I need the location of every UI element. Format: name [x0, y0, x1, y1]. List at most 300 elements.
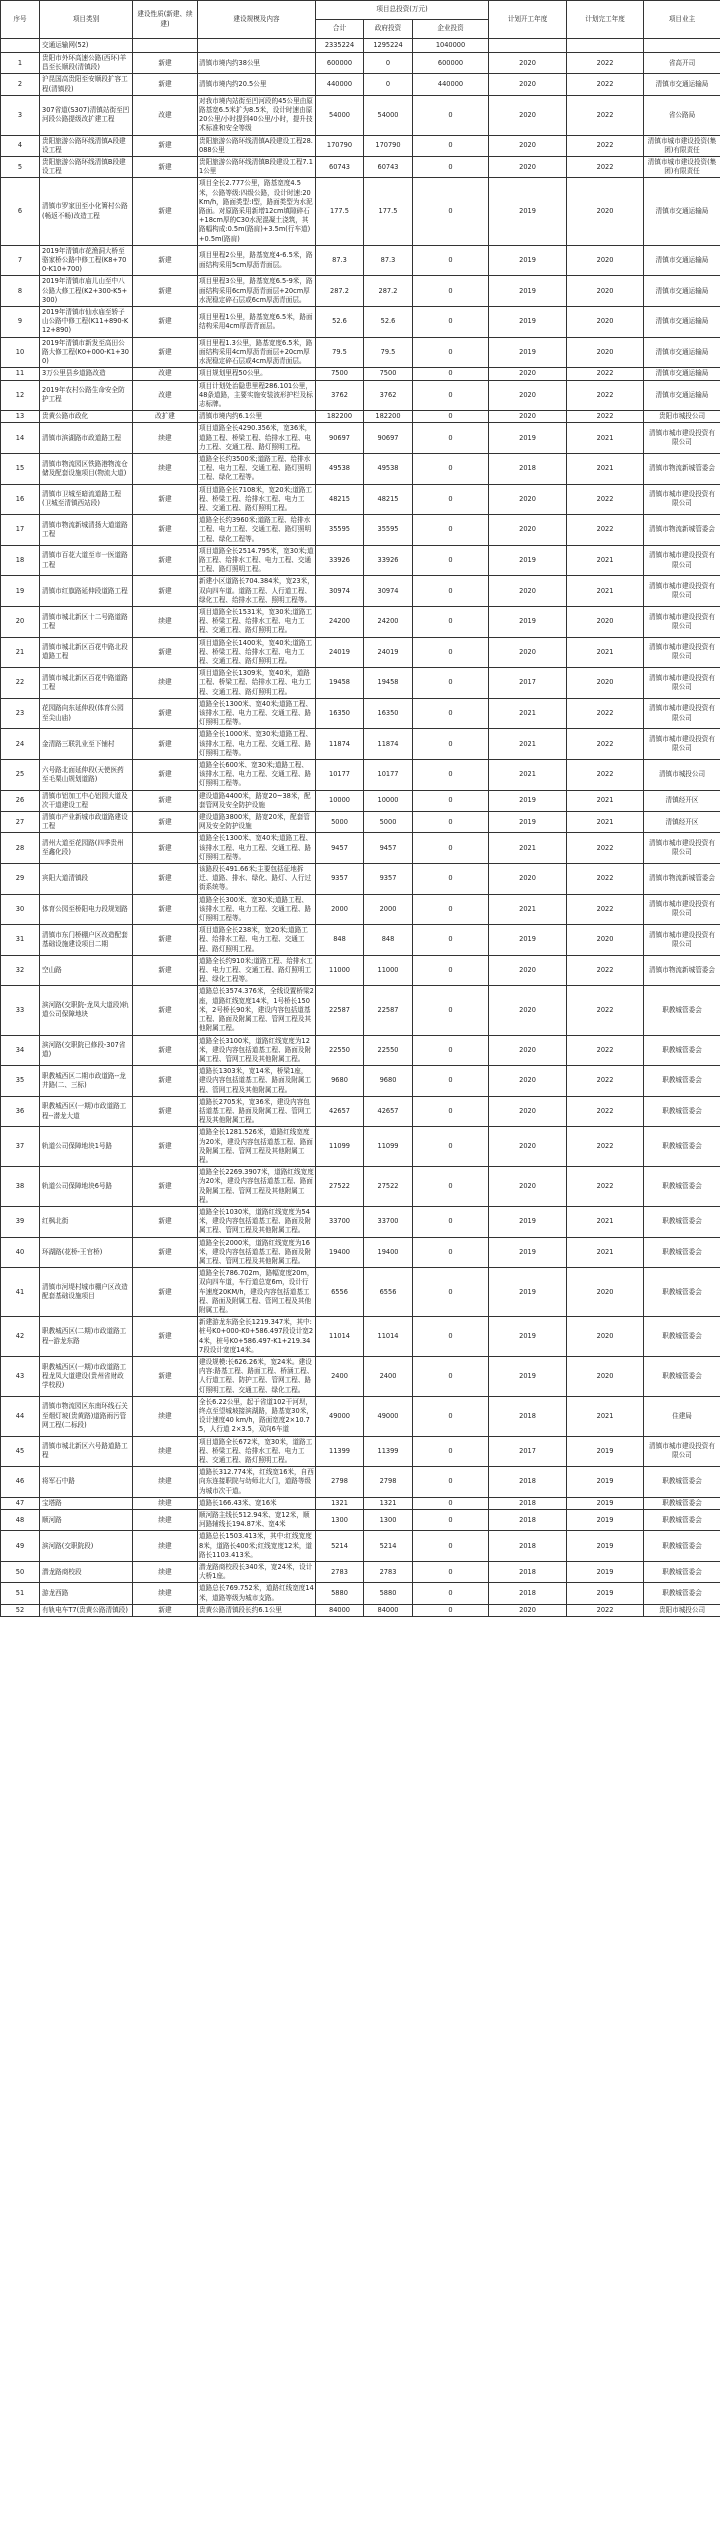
cell-scale: 全长6.22公里，起于省道102干河坝，终点至望城坡接滨湖路，路基宽30米，设计速度40 km/h，路面宽度2×10.75，人行道 2×3.5，双向6车道 — [198, 1396, 316, 1436]
cell-nature: 新建 — [133, 1127, 198, 1167]
cell-gov: 33700 — [364, 1206, 413, 1237]
cell-project-name: 2019年清镇市庙儿山至中八公路大修工程(K2+300-K5+300) — [40, 276, 133, 307]
cell-total: 5214 — [316, 1531, 364, 1562]
cell-gov: 10177 — [364, 760, 413, 791]
cell-project-name: 体育公园至桥阳电力段规划路 — [40, 894, 133, 925]
cell-end-year: 2022 — [567, 135, 644, 156]
cell-start-year: 2020 — [489, 1167, 567, 1207]
cell-scale: 道路全长1281.526米，道路红线宽度为20米，建设内容包括道基工程、路面及附属工程、管网工程及其他附属工程。 — [198, 1127, 316, 1167]
cell-gov: 24019 — [364, 637, 413, 668]
cell-owner: 清镇市城市建设投资有限公司 — [644, 729, 720, 760]
cell-end-year: 2020 — [567, 178, 644, 245]
cell-ent: 0 — [413, 1066, 489, 1097]
cell-end-year: 2022 — [567, 53, 644, 74]
cell-project-name: 清镇市城北新区百花中路道路工程 — [40, 668, 133, 699]
cell-scale: 道路全长300米、宽30米;道路工程、该排水工程、电力工程、交通工程、路灯照明工程等。 — [198, 894, 316, 925]
cell-gov: 2798 — [364, 1467, 413, 1498]
cell-seq: 36 — [1, 1096, 40, 1127]
cell-nature: 新建 — [133, 484, 198, 515]
cell-total: 2000 — [316, 894, 364, 925]
cell-end-year: 2022 — [567, 1604, 644, 1616]
cell-nature: 新建 — [133, 833, 198, 864]
cell-project-name: 滨河路(交职院段) — [40, 1531, 133, 1562]
cell-scale: 道路全长600米、宽30米;道路工程、该排水工程、电力工程、交通工程、路灯照明工程等。 — [198, 760, 316, 791]
cell-start-year: 2018 — [489, 1396, 567, 1436]
cell-seq: 39 — [1, 1206, 40, 1237]
cell-total: 170790 — [316, 135, 364, 156]
cell-owner: 职教城管委会 — [644, 1467, 720, 1498]
cell-total: 24200 — [316, 606, 364, 637]
cell-scale: 项目全长2.777公里，路基宽度4.5米，公路等级:四级公路，设计时速:20Km/h，路面类型:I型，路面类型为水泥路面。对原路采用新增12cm填隙碎石+18cm厚的C30水泥混凝土浇筑，其路幅构成:0.5m(路肩)+3.5m(行车道)+0.5m(路肩) — [198, 178, 316, 245]
summary-owner — [644, 39, 720, 53]
cell-ent: 0 — [413, 1497, 489, 1509]
cell-start-year: 2019 — [489, 178, 567, 245]
cell-end-year: 2022 — [567, 1127, 644, 1167]
cell-nature: 新建 — [133, 864, 198, 895]
cell-ent: 0 — [413, 790, 489, 811]
cell-end-year: 2021 — [567, 1237, 644, 1268]
cell-total: 7500 — [316, 368, 364, 380]
cell-gov: 35595 — [364, 515, 413, 546]
cell-ent: 0 — [413, 812, 489, 833]
cell-owner: 清镇市城市建设投资有限公司 — [644, 698, 720, 729]
cell-gov: 11099 — [364, 1127, 413, 1167]
cell-nature: 新建 — [133, 53, 198, 74]
table-row — [1, 1167, 720, 1207]
cell-total: 19458 — [316, 668, 364, 699]
cell-project-name: 清镇市罗家田至小化箐村公路(畅返不畅)改造工程 — [40, 178, 133, 245]
cell-owner: 清镇市物流新城管委会 — [644, 864, 720, 895]
cell-ent: 0 — [413, 515, 489, 546]
cell-nature: 新建 — [133, 307, 198, 338]
cell-start-year: 2019 — [489, 423, 567, 454]
header-total: 合计 — [316, 20, 364, 39]
cell-total: 177.5 — [316, 178, 364, 245]
cell-nature: 新建 — [133, 955, 198, 986]
table-row — [1, 411, 720, 423]
cell-ent: 0 — [413, 337, 489, 368]
cell-end-year: 2021 — [567, 453, 644, 484]
cell-seq: 50 — [1, 1562, 40, 1583]
cell-total: 5880 — [316, 1583, 364, 1604]
cell-ent: 0 — [413, 1237, 489, 1268]
cell-seq: 2 — [1, 74, 40, 95]
table-row — [1, 1357, 720, 1397]
cell-owner: 职教城管委会 — [644, 1317, 720, 1357]
table-row — [1, 178, 720, 245]
table-row — [1, 760, 720, 791]
cell-gov: 170790 — [364, 135, 413, 156]
cell-nature: 新建 — [133, 1206, 198, 1237]
cell-project-name: 空山路 — [40, 955, 133, 986]
cell-ent: 0 — [413, 1531, 489, 1562]
cell-ent: 0 — [413, 864, 489, 895]
cell-gov: 1321 — [364, 1497, 413, 1509]
cell-seq: 19 — [1, 576, 40, 607]
cell-project-name: 沪昆国高贵阳至安顺段扩容工程(清镇段) — [40, 74, 133, 95]
summary-nature — [133, 39, 198, 53]
cell-scale: 道路全长2269.3907米，道路红线宽度为20米，建设内容包括道基工程、路面及附属工程、管网工程及其他附属工程。 — [198, 1167, 316, 1207]
cell-start-year: 2019 — [489, 812, 567, 833]
cell-total: 2400 — [316, 1357, 364, 1397]
cell-nature: 新建 — [133, 1167, 198, 1207]
cell-nature: 新建 — [133, 1237, 198, 1268]
cell-total: 60743 — [316, 157, 364, 178]
cell-nature: 新建 — [133, 790, 198, 811]
table-row — [1, 515, 720, 546]
table-row — [1, 1066, 720, 1097]
cell-owner: 清镇市城市建设投资有限公司 — [644, 894, 720, 925]
summary-ent: 1040000 — [413, 39, 489, 53]
cell-end-year: 2019 — [567, 1531, 644, 1562]
cell-start-year: 2020 — [489, 368, 567, 380]
cell-owner: 清镇市城市建设投资有限公司 — [644, 545, 720, 576]
cell-seq: 42 — [1, 1317, 40, 1357]
cell-gov: 5000 — [364, 812, 413, 833]
cell-project-name: 将军石中路 — [40, 1467, 133, 1498]
cell-start-year: 2019 — [489, 790, 567, 811]
cell-end-year: 2021 — [567, 1396, 644, 1436]
cell-gov: 10000 — [364, 790, 413, 811]
cell-ent: 0 — [413, 698, 489, 729]
cell-seq: 6 — [1, 178, 40, 245]
cell-seq: 32 — [1, 955, 40, 986]
cell-gov: 48215 — [364, 484, 413, 515]
table-row — [1, 1583, 720, 1604]
cell-owner: 清镇市交通运输局 — [644, 178, 720, 245]
cell-nature: 新建 — [133, 515, 198, 546]
cell-nature: 新建 — [133, 698, 198, 729]
cell-project-name: 六号路北面延伸段(天使医药至毛栗山规划道路) — [40, 760, 133, 791]
header-seq: 序号 — [1, 1, 40, 39]
cell-project-name: 贵阳市外环高速公路(西环)羊昌至长顺段(清镇段) — [40, 53, 133, 74]
header-row — [1, 1, 720, 20]
cell-start-year: 2019 — [489, 1268, 567, 1317]
table-row — [1, 1604, 720, 1616]
cell-scale: 新建小区道路长704.384米，宽23米，双向四车道。道路工程、人行道工程、绿化工程、给排水工程、照明工程等。 — [198, 576, 316, 607]
cell-project-name: 有轨电车T7(贵黄公路清镇段) — [40, 1604, 133, 1616]
cell-total: 440000 — [316, 74, 364, 95]
table-row — [1, 986, 720, 1035]
cell-ent: 0 — [413, 245, 489, 276]
cell-start-year: 2019 — [489, 245, 567, 276]
table-row — [1, 576, 720, 607]
cell-ent: 0 — [413, 760, 489, 791]
cell-total: 84000 — [316, 1604, 364, 1616]
cell-nature: 新建 — [133, 1035, 198, 1066]
cell-total: 42657 — [316, 1096, 364, 1127]
cell-owner: 贵阳市城投公司 — [644, 411, 720, 423]
table-row — [1, 453, 720, 484]
cell-scale: 道路全长1000米、宽30米;道路工程、该排水工程、电力工程、交通工程、路灯照明工程等。 — [198, 729, 316, 760]
cell-project-name: 清镇市铝加工中心铝园大道及次干道建设工程 — [40, 790, 133, 811]
cell-owner: 清镇市交通运输局 — [644, 337, 720, 368]
cell-nature: 新建 — [133, 245, 198, 276]
cell-ent: 440000 — [413, 74, 489, 95]
cell-ent: 0 — [413, 1317, 489, 1357]
cell-nature: 续建 — [133, 1497, 198, 1509]
cell-seq: 45 — [1, 1436, 40, 1467]
table-row — [1, 1396, 720, 1436]
cell-project-name: 清镇市产业新城市政道路建设工程 — [40, 812, 133, 833]
cell-ent: 0 — [413, 276, 489, 307]
cell-ent: 0 — [413, 411, 489, 423]
cell-gov: 177.5 — [364, 178, 413, 245]
cell-gov: 2000 — [364, 894, 413, 925]
cell-seq: 13 — [1, 411, 40, 423]
cell-scale: 道路全长786.702m，路幅宽度20m，双向四车道，车行道总宽6m，设计行车速度20KM/h，建设内容包括道基工程、路面及附属工程、管网工程及其他附属工程。 — [198, 1268, 316, 1317]
cell-scale: 道路总长3574.376米，全线设置桥梁2座，道路红线宽度14米，1号桥长150米，2号桥长90米，建设内容包括道基工程、路面及附属工程、管网工程及其他附属工程。 — [198, 986, 316, 1035]
cell-seq: 18 — [1, 545, 40, 576]
table-row — [1, 1510, 720, 1531]
table-row — [1, 484, 720, 515]
cell-scale: 清镇市境内约38公里 — [198, 53, 316, 74]
header-end: 计划完工年度 — [567, 1, 644, 39]
cell-end-year: 2019 — [567, 1583, 644, 1604]
cell-owner: 清镇市城市建设投资有限公司 — [644, 484, 720, 515]
cell-start-year: 2018 — [489, 1583, 567, 1604]
cell-project-name: 轨道公司保障地块1号路 — [40, 1127, 133, 1167]
cell-ent: 0 — [413, 423, 489, 454]
cell-gov: 2400 — [364, 1357, 413, 1397]
cell-project-name: 清州大道至花园路(四季贵州至鑫化段) — [40, 833, 133, 864]
cell-project-name: 清镇市城北新区十二号路道路工程 — [40, 606, 133, 637]
table-row — [1, 380, 720, 411]
cell-start-year: 2020 — [489, 637, 567, 668]
cell-ent: 0 — [413, 135, 489, 156]
table-row — [1, 864, 720, 895]
cell-ent: 0 — [413, 1396, 489, 1436]
cell-scale: 顺河路主线长512.94米、宽12米，顺河路辅线长194.87米、宽4米 — [198, 1510, 316, 1531]
cell-seq: 34 — [1, 1035, 40, 1066]
table-row — [1, 1206, 720, 1237]
cell-owner: 清镇市交通运输局 — [644, 307, 720, 338]
cell-owner: 清镇市交通运输局 — [644, 276, 720, 307]
cell-gov: 182200 — [364, 411, 413, 423]
header-start: 计划开工年度 — [489, 1, 567, 39]
cell-end-year: 2020 — [567, 1357, 644, 1397]
cell-owner: 职教城管委会 — [644, 1357, 720, 1397]
cell-gov: 19458 — [364, 668, 413, 699]
cell-nature: 续建 — [133, 1510, 198, 1531]
cell-start-year: 2020 — [489, 157, 567, 178]
cell-seq: 48 — [1, 1510, 40, 1531]
cell-total: 5000 — [316, 812, 364, 833]
cell-owner: 贵阳市城投公司 — [644, 1604, 720, 1616]
cell-total: 79.5 — [316, 337, 364, 368]
table-row — [1, 606, 720, 637]
cell-ent: 0 — [413, 986, 489, 1035]
cell-owner: 职教城管委会 — [644, 1562, 720, 1583]
table-row — [1, 668, 720, 699]
cell-nature: 新建 — [133, 1357, 198, 1397]
cell-project-name: 环湖路(花桥-王官桥) — [40, 1237, 133, 1268]
cell-scale: 项目计划处治隐患里程286.101公里，48条道路，主要实施安装波形护栏及标志标牌。 — [198, 380, 316, 411]
cell-end-year: 2020 — [567, 276, 644, 307]
cell-seq: 3 — [1, 95, 40, 135]
cell-seq: 15 — [1, 453, 40, 484]
cell-seq: 4 — [1, 135, 40, 156]
cell-scale: 贵阳旅游公路环线清镇B段建设工程7.11公里 — [198, 157, 316, 178]
cell-nature: 新建 — [133, 1317, 198, 1357]
table-row — [1, 245, 720, 276]
table-row — [1, 1531, 720, 1562]
cell-scale: 道路总长1503.413米，其中:红线宽度8米，道路长400米;红线宽度12米，道路长1103.413米。 — [198, 1531, 316, 1562]
cell-seq: 8 — [1, 276, 40, 307]
cell-start-year: 2018 — [489, 1562, 567, 1583]
cell-gov: 49000 — [364, 1396, 413, 1436]
header-gov: 政府投资 — [364, 20, 413, 39]
cell-gov: 9457 — [364, 833, 413, 864]
cell-scale: 项目里程1公里，路基宽度6.5米，路面结构采用4cm厚沥青面层。 — [198, 307, 316, 338]
cell-scale: 项目道路全长1531米，宽30米;道路工程、桥梁工程、给排水工程、电力工程、交通工程、路灯照明工程。 — [198, 606, 316, 637]
cell-end-year: 2019 — [567, 1436, 644, 1467]
cell-nature: 续建 — [133, 1531, 198, 1562]
cell-start-year: 2019 — [489, 606, 567, 637]
table-row — [1, 53, 720, 74]
cell-start-year: 2018 — [489, 1510, 567, 1531]
cell-total: 87.3 — [316, 245, 364, 276]
cell-start-year: 2020 — [489, 74, 567, 95]
cell-total: 848 — [316, 925, 364, 956]
cell-scale: 道路全长约3960米;道路工程、给排水工程、电力工程、交通工程、路灯照明工程、绿化工程等。 — [198, 515, 316, 546]
cell-nature: 新建 — [133, 1604, 198, 1616]
table-row — [1, 423, 720, 454]
cell-nature: 新建 — [133, 637, 198, 668]
cell-end-year: 2022 — [567, 380, 644, 411]
cell-end-year: 2020 — [567, 668, 644, 699]
cell-project-name: 职教城西区(一期)市政道路工程龙凤大道建设(贵州省财政学校段) — [40, 1357, 133, 1397]
cell-scale: 道路全长3100米，道路红线宽度为12米，建设内容包括道基工程、路面及附属工程、管网工程及其他附属工程。 — [198, 1035, 316, 1066]
cell-start-year: 2020 — [489, 515, 567, 546]
cell-scale: 该路段长491.66米;主要包括征地拆迁、道路、排水、绿化、路灯、人行过街系统等。 — [198, 864, 316, 895]
cell-total: 90697 — [316, 423, 364, 454]
cell-owner: 职教城管委会 — [644, 986, 720, 1035]
cell-owner: 清镇市交通运输局 — [644, 74, 720, 95]
cell-project-name: 2019年清镇市花渔洞大桥至骆家桥公路中修工程(K8+700-K10+700) — [40, 245, 133, 276]
cell-project-name: 红枫北街 — [40, 1206, 133, 1237]
cell-total: 1321 — [316, 1497, 364, 1509]
header-category: 项目类别 — [40, 1, 133, 39]
cell-ent: 0 — [413, 1167, 489, 1207]
cell-ent: 0 — [413, 545, 489, 576]
cell-owner: 清镇市交通运输局 — [644, 368, 720, 380]
cell-project-name: 潜龙路商校段 — [40, 1562, 133, 1583]
cell-gov: 90697 — [364, 423, 413, 454]
cell-total: 6556 — [316, 1268, 364, 1317]
cell-owner: 清镇市物流新城管委会 — [644, 453, 720, 484]
cell-owner: 省公路局 — [644, 95, 720, 135]
table-row — [1, 925, 720, 956]
cell-end-year: 2022 — [567, 894, 644, 925]
cell-owner: 职教城管委会 — [644, 1531, 720, 1562]
cell-project-name: 贵黄公路市政化 — [40, 411, 133, 423]
cell-scale: 贵黄公路清镇段长约6.1公里 — [198, 1604, 316, 1616]
cell-gov: 19400 — [364, 1237, 413, 1268]
cell-scale: 项目规划里程50公里。 — [198, 368, 316, 380]
cell-project-name: 轨道公司保障地块6号路 — [40, 1167, 133, 1207]
cell-total: 182200 — [316, 411, 364, 423]
summary-end — [567, 39, 644, 53]
cell-nature: 新建 — [133, 576, 198, 607]
cell-nature: 新建 — [133, 178, 198, 245]
cell-owner: 清镇市城投公司 — [644, 760, 720, 791]
table-row — [1, 1096, 720, 1127]
cell-total: 54000 — [316, 95, 364, 135]
cell-start-year: 2020 — [489, 484, 567, 515]
cell-project-name: 清镇市物流园区东南环线石关至烟灯坡(贵黄路)道路雨污管网工程(二标段) — [40, 1396, 133, 1436]
cell-owner: 省高开司 — [644, 53, 720, 74]
cell-ent: 0 — [413, 157, 489, 178]
cell-end-year: 2022 — [567, 1167, 644, 1207]
cell-start-year: 2020 — [489, 380, 567, 411]
cell-total: 19400 — [316, 1237, 364, 1268]
cell-scale: 潜龙路商校段长340米，宽24米，设计大桥1座。 — [198, 1562, 316, 1583]
cell-project-name: 清镇市卫城至暗流道路工程(卫城至清镇西站段) — [40, 484, 133, 515]
cell-ent: 0 — [413, 484, 489, 515]
cell-owner: 清镇市物流新城管委会 — [644, 955, 720, 986]
cell-owner: 清镇市交通运输局 — [644, 380, 720, 411]
cell-nature: 续建 — [133, 1436, 198, 1467]
cell-owner: 职教城管委会 — [644, 1510, 720, 1531]
cell-total: 10000 — [316, 790, 364, 811]
cell-start-year: 2020 — [489, 1127, 567, 1167]
cell-end-year: 2021 — [567, 423, 644, 454]
cell-project-name: 滨河路(交职院-龙凤大道段)轨道公司保障地块 — [40, 986, 133, 1035]
cell-ent: 0 — [413, 1127, 489, 1167]
cell-scale: 建设规模:长626.26米，宽24米。建设内容:路基工程、路面工程、桥涵工程、人行道工程、防护工程、管网工程、路灯照明工程、交通工程、绿化工程。 — [198, 1357, 316, 1397]
table-row — [1, 157, 720, 178]
cell-total: 22587 — [316, 986, 364, 1035]
cell-owner: 清镇市交通运输局 — [644, 245, 720, 276]
cell-ent: 0 — [413, 1510, 489, 1531]
table-row — [1, 368, 720, 380]
cell-ent: 0 — [413, 1096, 489, 1127]
cell-end-year: 2022 — [567, 760, 644, 791]
table-row — [1, 637, 720, 668]
cell-start-year: 2020 — [489, 1066, 567, 1097]
cell-project-name: 职教城西区(一期)市政道路工程--潜龙大道 — [40, 1096, 133, 1127]
cell-gov: 848 — [364, 925, 413, 956]
cell-end-year: 2022 — [567, 986, 644, 1035]
cell-owner: 清镇市城市建设投资有限公司 — [644, 637, 720, 668]
cell-seq: 7 — [1, 245, 40, 276]
cell-scale: 建设道路3800米，路宽20米，配套管网及安全防护设施 — [198, 812, 316, 833]
cell-seq: 12 — [1, 380, 40, 411]
cell-start-year: 2019 — [489, 307, 567, 338]
cell-total: 22550 — [316, 1035, 364, 1066]
cell-nature: 新建 — [133, 729, 198, 760]
cell-project-name: 滨河路(交职院已修段-307省道) — [40, 1035, 133, 1066]
cell-seq: 44 — [1, 1396, 40, 1436]
cell-end-year: 2019 — [567, 1562, 644, 1583]
cell-end-year: 2020 — [567, 606, 644, 637]
cell-total: 10177 — [316, 760, 364, 791]
cell-end-year: 2022 — [567, 864, 644, 895]
table-row — [1, 894, 720, 925]
cell-owner: 职教城管委会 — [644, 1035, 720, 1066]
cell-gov: 11014 — [364, 1317, 413, 1357]
cell-seq: 27 — [1, 812, 40, 833]
cell-total: 33700 — [316, 1206, 364, 1237]
cell-project-name: 清镇市东门桥棚户区改造配套基础设施建设项目二期 — [40, 925, 133, 956]
cell-end-year: 2022 — [567, 411, 644, 423]
cell-end-year: 2022 — [567, 1035, 644, 1066]
cell-total: 35595 — [316, 515, 364, 546]
cell-seq: 49 — [1, 1531, 40, 1562]
cell-start-year: 2020 — [489, 864, 567, 895]
cell-gov: 1300 — [364, 1510, 413, 1531]
